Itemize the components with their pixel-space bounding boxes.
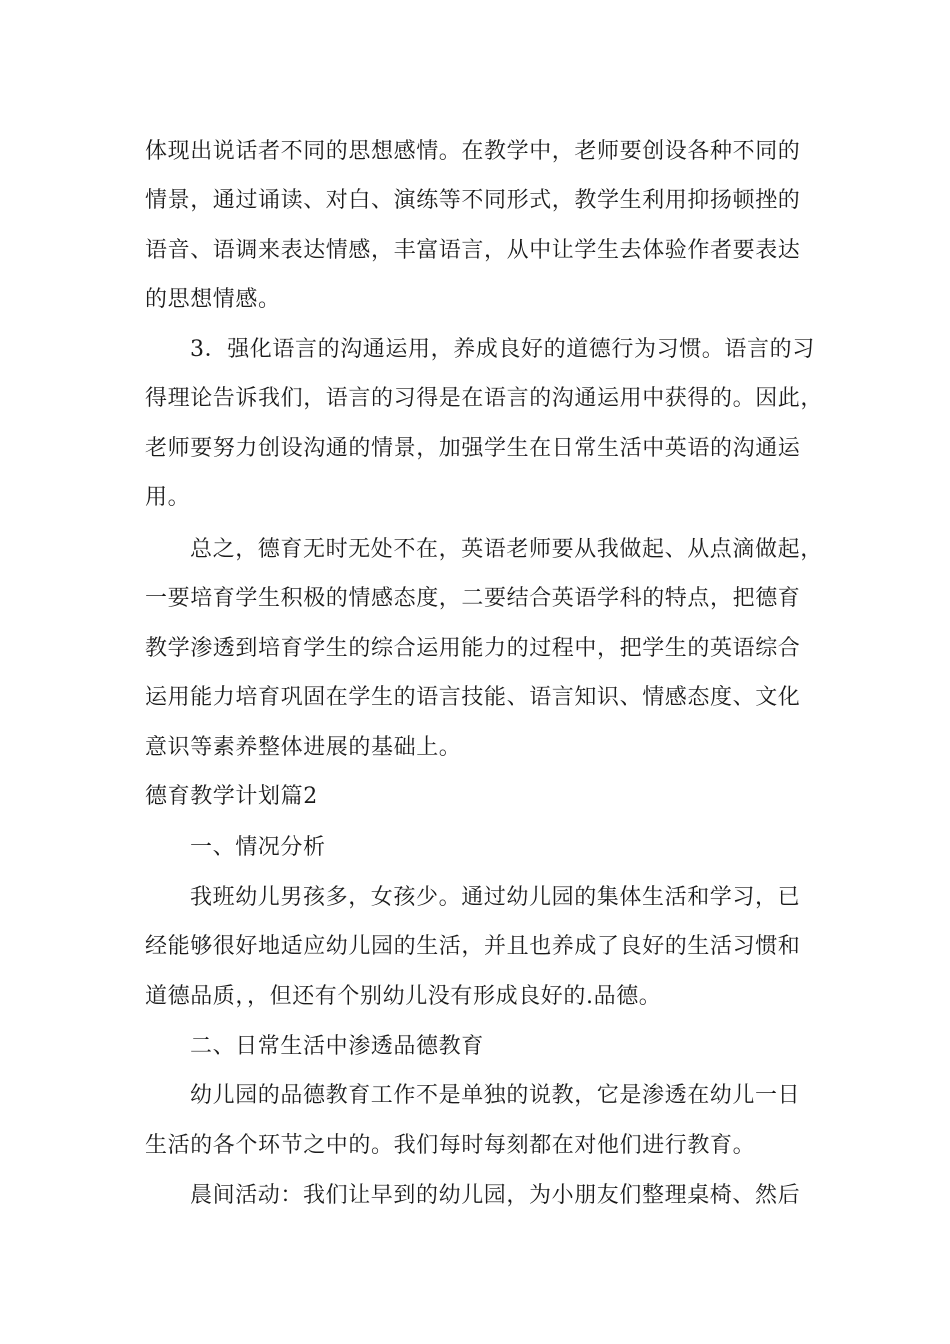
section-heading: 德育教学计划篇2 [145,784,318,809]
text-line: 3．强化语言的沟通运用，养成良好的道德行为习惯。语言的习 [190,337,815,362]
text-line: 生活的各个环节之中的。我们每时每刻都在对他们进行教育。 [145,1133,756,1158]
text-line: 一要培育学生积极的情感态度，二要结合英语学科的特点，把德育 [145,586,801,611]
text-line: 教学渗透到培育学生的综合运用能力的过程中，把学生的英语综合 [145,636,801,661]
text-line: 语音、语调来表达情感，丰富语言，从中让学生去体验作者要表达 [145,238,801,263]
text-line: 老师要努力创设沟通的情景，加强学生在日常生活中英语的沟通运 [145,436,801,461]
text-line: 我班幼儿男孩多，女孩少。通过幼儿园的集体生活和学习，已 [190,885,801,910]
text-line: 的思想情感。 [145,287,281,312]
text-line: 情景，通过诵读、对白、演练等不同形式，教学生利用抑扬顿挫的 [145,188,801,213]
text-line: 得理论告诉我们，语言的习得是在语言的沟通运用中获得的。因此， [145,386,824,411]
text-line: 经能够很好地适应幼儿园的生活，并且也养成了良好的生活习惯和 [145,934,801,959]
text-line: 意识等素养整体进展的基础上。 [145,735,462,760]
text-line: 总之，德育无时无处不在，英语老师要从我做起、从点滴做起， [190,537,823,562]
text-line: 用。 [145,485,191,510]
text-line: 体现出说话者不同的思想感情。在教学中，老师要创设各种不同的 [145,139,801,164]
text-line: 幼儿园的品德教育工作不是单独的说教，它是渗透在幼儿一日 [190,1083,801,1108]
text-line: 道德品质，，但还有个别幼儿没有形成良好的.品德。 [145,984,662,1009]
subheading: 一、情况分析 [190,835,326,860]
subheading: 二、日常生活中渗透品德教育 [190,1034,484,1059]
text-line: 晨间活动：我们让早到的幼儿园，为小朋友们整理桌椅、然后 [190,1183,801,1208]
text-line: 运用能力培育巩固在学生的语言技能、语言知识、情感态度、文化 [145,685,801,710]
